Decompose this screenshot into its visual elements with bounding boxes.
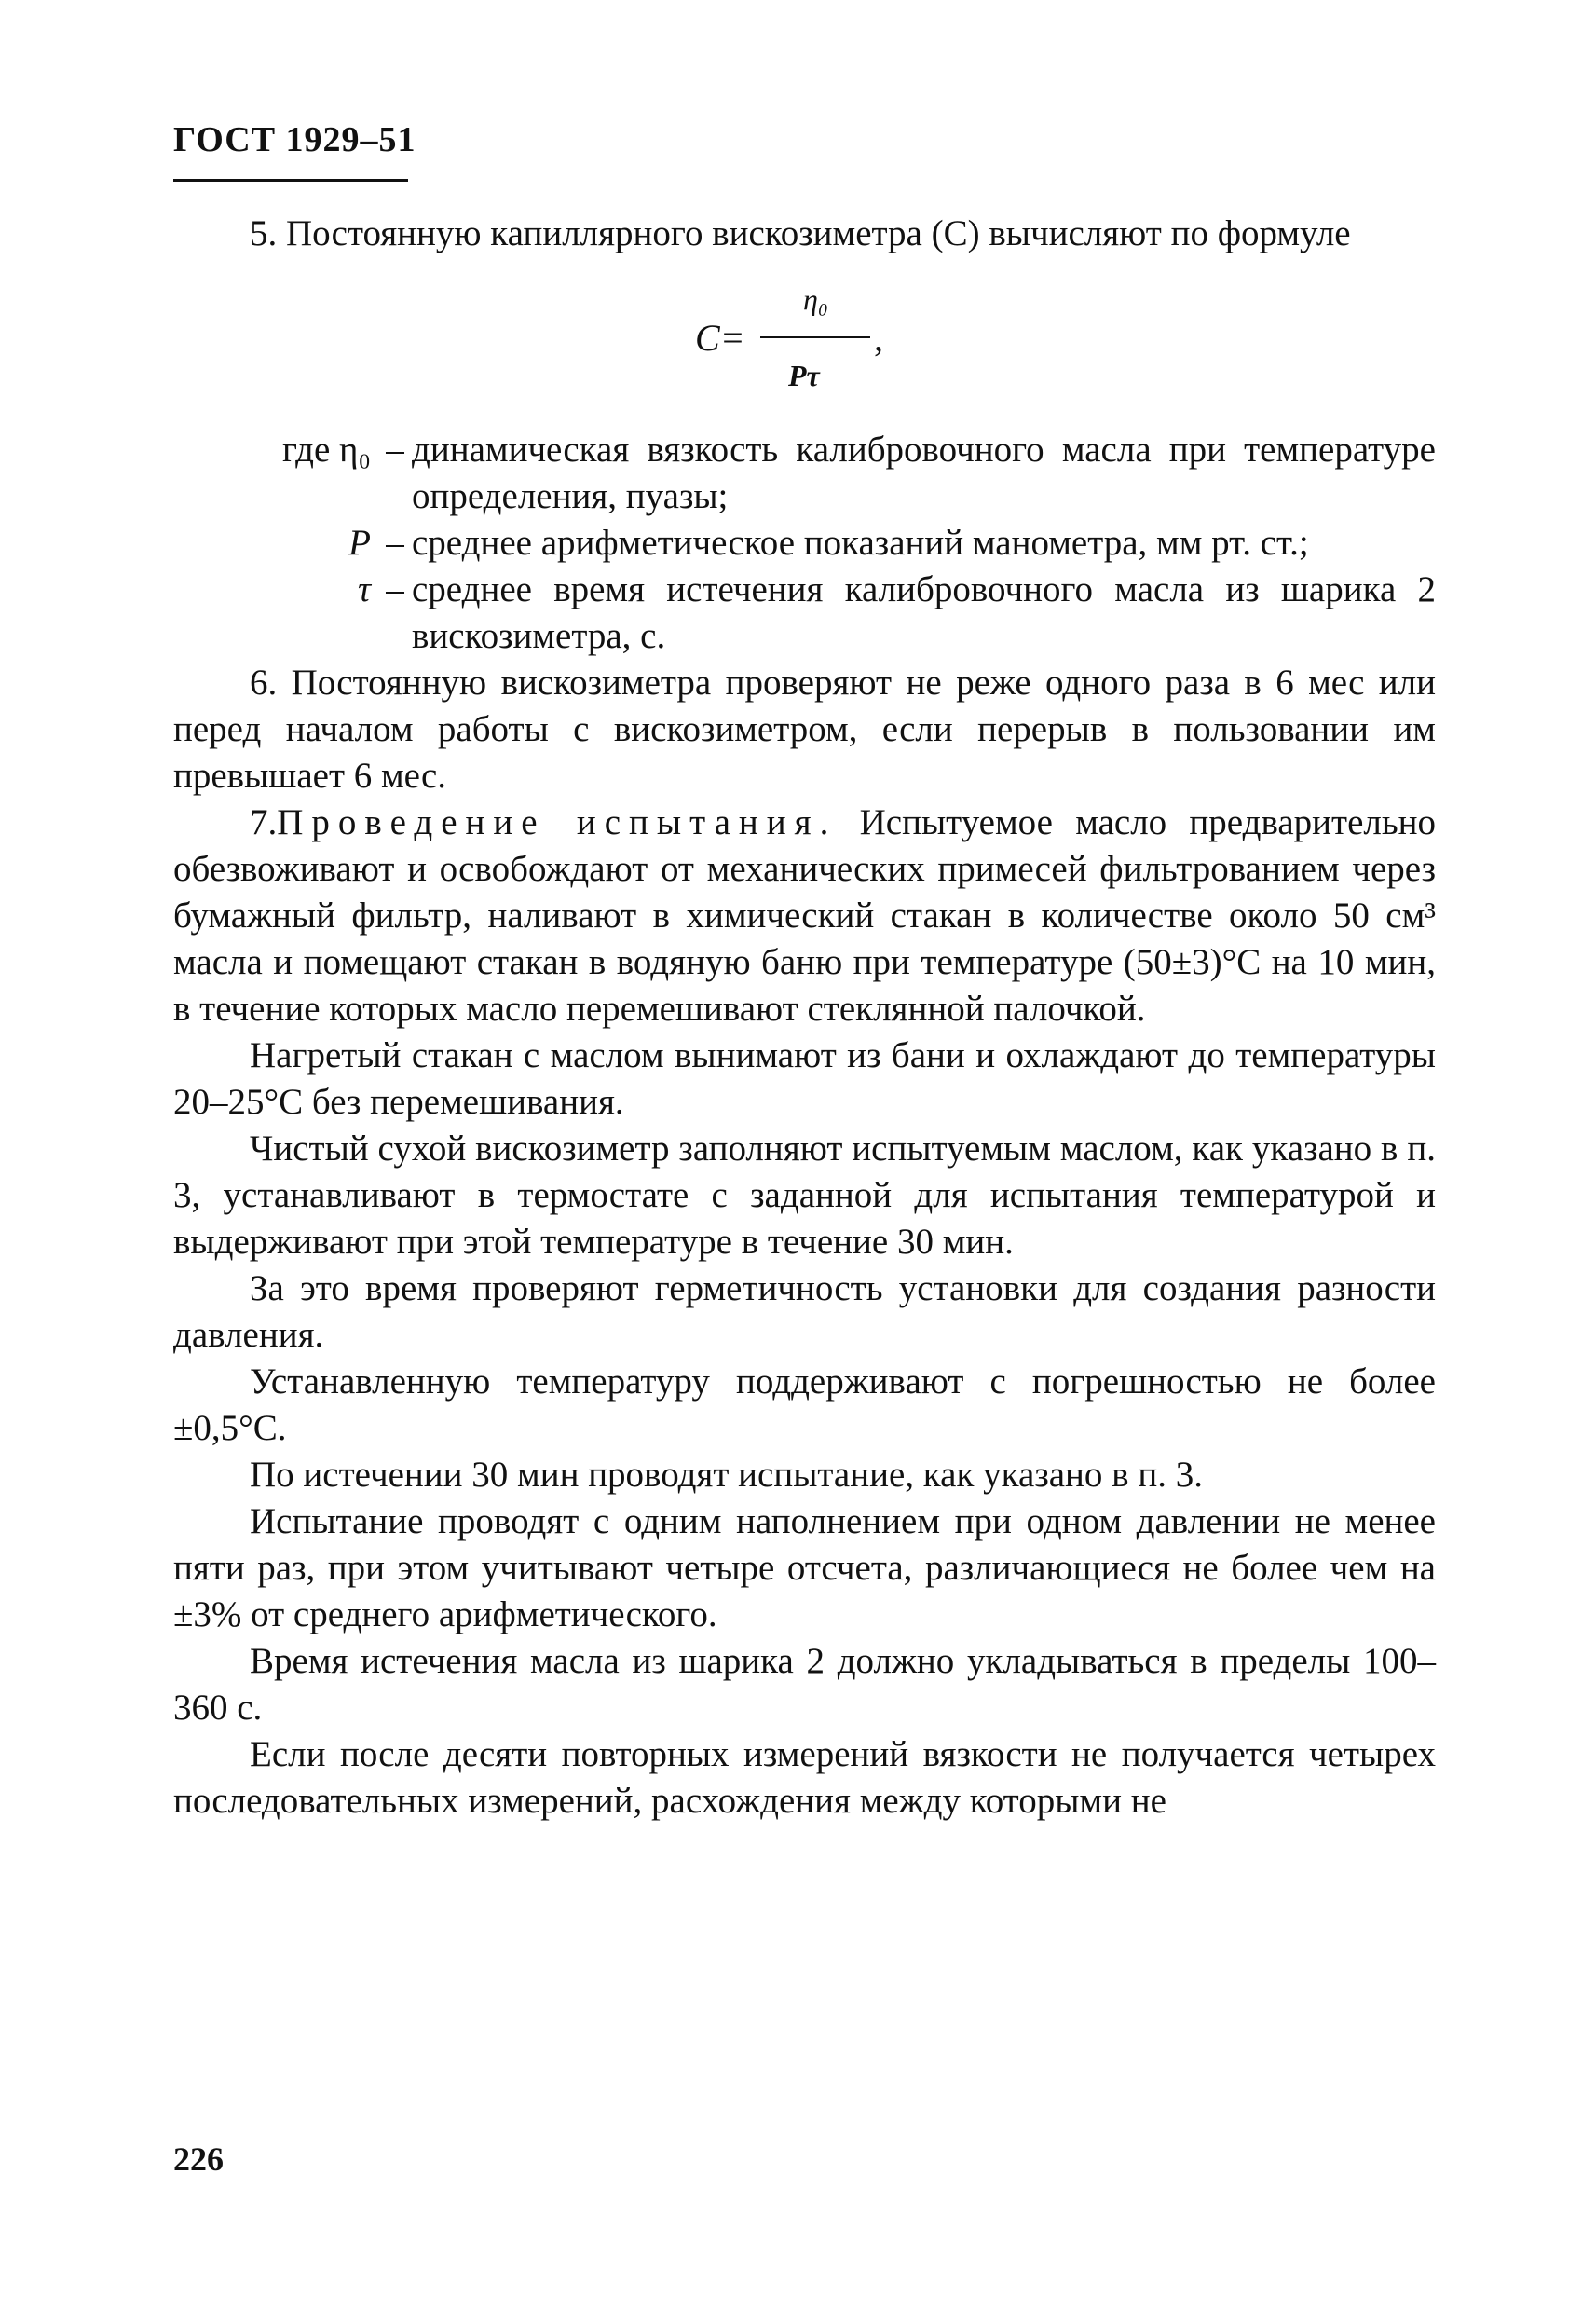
section-7-paragraph [173,800,1436,1032]
definitions-list [173,427,1436,660]
body-paragraph: Если после десяти повторных измерений вязкости не получается четырех последовательных измерений, расхождения между которыми не [173,1734,1436,1821]
body-paragraph: Чистый сухой вискозиметр заполняют испытуемым маслом, как указано в п. 3, устанавливают в термостате с заданной для испытания температурой и выдерживают при этой температуре в течение 30 мин. [173,1128,1436,1262]
definition-row [173,520,1436,567]
body-paragraph: Испытание проводят с одним наполнением при одном давлении не менее пяти раз, при этом учитывают четыре отсчета, различающиеся не более чем на ±3% от среднего арифметического. [173,1501,1436,1634]
document-body [173,211,1436,1825]
formula-comma: , [874,317,883,359]
section-7-text: Испытуемое масло предварительно обезвоживают и освобождают от механических примесей фильтрованием через бумажный фильтр, наливают в химический стакан в количестве около 50 см³ масла и помещают стакан в водяную баню при температуре (50±3)°С на 10 мин, в течение которых масло перемешивают стеклянной палочкой. [173,802,1436,1029]
definition-dash: – [386,523,404,563]
definition-symbol: τ [358,569,371,609]
page-number: 226 [173,2140,224,2178]
formula-block [173,263,1436,421]
definition-text: среднее время истечения калибровочного масла из шарика 2 вискозиметра, с. [412,569,1436,656]
definition-row [173,427,1436,520]
formula-denominator: Pτ [788,359,820,392]
section-7-heading: Проведение испытания. [277,802,838,842]
document-header: ГОСТ 1929–51 [173,120,416,159]
definition-dash: – [386,569,404,609]
definition-symbol: P [348,523,371,563]
section-5-paragraph: 5. Постоянную капиллярного вискозиметра (C) вычисляют по формуле [250,213,1351,253]
body-paragraph: Нагретый стакан с маслом вынимают из бани и охлаждают до температуры 20–25°С без перемешивания. [173,1035,1436,1122]
body-paragraph: За это время проверяют герметичность установки для создания разности давления. [173,1268,1436,1355]
section-7-number: 7. [250,802,278,842]
body-paragraph: Устанавленную температуру поддерживают с погрешностью не более ±0,5°С. [173,1361,1436,1448]
definition-symbol: где η₀ [282,430,371,470]
definition-text: среднее арифметическое показаний манометра, мм рт. ст.; [412,523,1309,563]
formula-numerator: η₀ [803,282,828,316]
section-6-paragraph: 6. Постоянную вискозиметра проверяют не реже одного раза в 6 мес или перед началом работы с вискозиметром, если перерыв в пользовании им превышает 6 мес. [173,663,1436,796]
definition-text: динамическая вязкость калибровочного масла при температуре определения, пуазы; [412,430,1436,516]
definition-row [173,567,1436,660]
header-underline [173,179,408,182]
body-paragraph: Время истечения масла из шарика 2 должно укладываться в пределы 100–360 с. [173,1641,1436,1728]
formula-fraction-bar [760,336,870,338]
formula-lhs: C= [695,317,745,359]
body-paragraph: По истечении 30 мин проводят испытание, как указано в п. 3. [250,1455,1203,1495]
definition-dash: – [386,430,404,470]
